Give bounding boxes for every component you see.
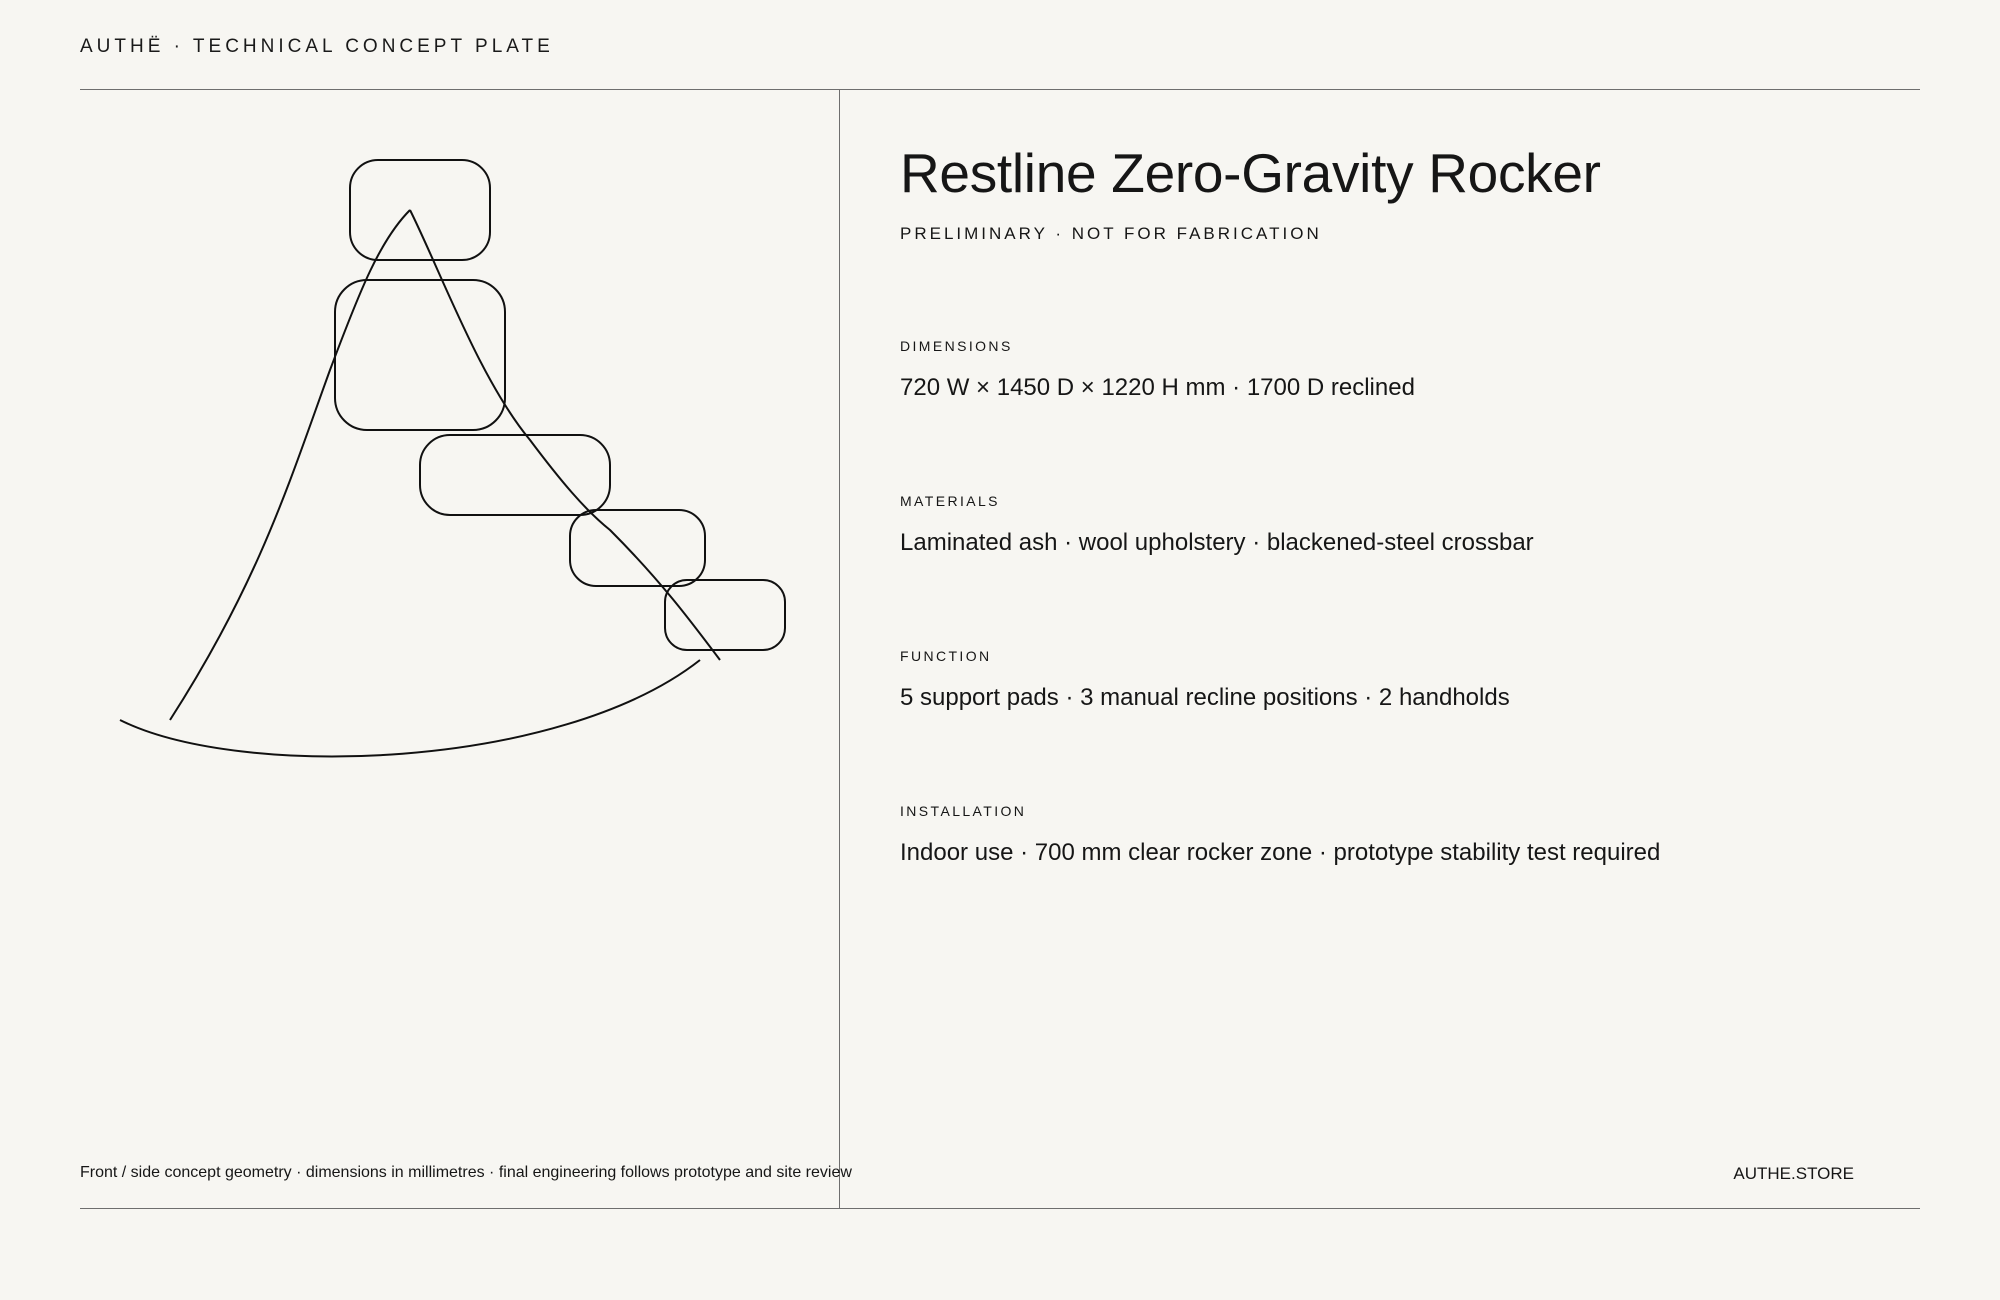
product-title: Restline Zero-Gravity Rocker [900, 142, 1601, 204]
spec-dimensions [900, 338, 1415, 402]
rocker-concept-drawing [0, 0, 840, 1300]
spec-label: DIMENSIONS [900, 338, 1013, 354]
back-pad [335, 280, 505, 430]
footer-note: Front / side concept geometry · dimensions in millimetres · final engineering follows prototype and site review [80, 1164, 852, 1181]
spec-value: 720 W × 1450 D × 1220 H mm · 1700 D reclined [900, 374, 1415, 401]
spec-function [900, 648, 1510, 712]
footer-site-link[interactable]: AUTHE.STORE [1733, 1164, 1854, 1183]
spec-label: MATERIALS [900, 493, 1000, 509]
brand-header: AUTHË · TECHNICAL CONCEPT PLATE [80, 36, 554, 57]
spec-value: Indoor use · 700 mm clear rocker zone · prototype stability test required [900, 839, 1661, 866]
rocker-base-arc [120, 660, 700, 756]
front-frame-arc [170, 210, 410, 720]
spec-materials [900, 493, 1534, 557]
thigh-pad [570, 510, 705, 586]
spec-installation [900, 803, 1660, 867]
spec-label: INSTALLATION [900, 803, 1027, 819]
spec-panel [900, 138, 1900, 866]
spec-value: Laminated ash · wool upholstery · blackened-steel crossbar [900, 529, 1534, 556]
leg-pad [665, 580, 785, 650]
status-subtitle: PRELIMINARY · NOT FOR FABRICATION [900, 224, 1322, 243]
spec-value: 5 support pads · 3 manual recline positions · 2 handholds [900, 684, 1510, 711]
spec-label: FUNCTION [900, 648, 992, 664]
headrest-pad [350, 160, 490, 260]
